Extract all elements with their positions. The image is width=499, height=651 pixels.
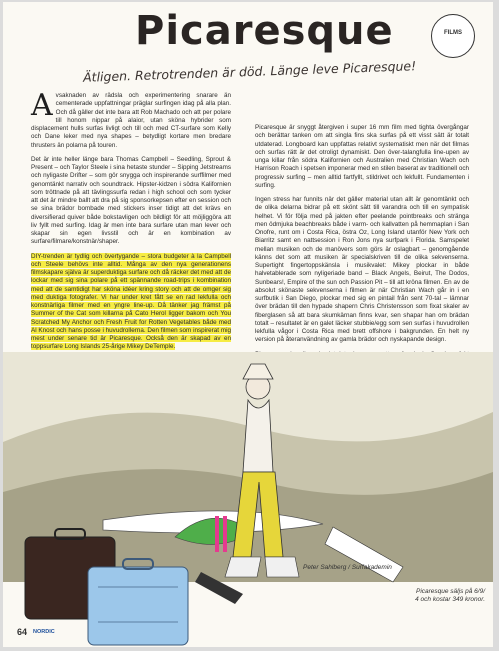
article-column-left [31,88,231,358]
page-number: 64 [17,627,28,637]
stamp-label: FILMS [444,30,462,36]
paragraph-text: Picaresque är snyggt återgiven i super 16 mm film med tighta övergångar och berättar tanken om att singla fins ska surfas på ett visst sätt är totalt utdaterad. Longboard kan uppfattas relativt systematiskt men när det filmas och surfas rätt är det otroligt dynamiskt. Den över-talangfulla line-upen av unga killar från södra Kalifornien och Australien med Christian Wach och Harrison Roach i spetsen imponerar med en stilen baserat av traditionell och progressiv surfing – men alltid fartfyllt, stildrivet och lekfullt. Fundamenten i surfing. [255,124,469,189]
magazine-logo: NORDIC [33,629,55,635]
photo-credit: Peter Sahlberg / Surfakademin [303,564,392,571]
paragraph [255,196,469,345]
paragraph-text: vsaknaden av rädsla och experimentering snarare än cementerade uppfattningar präglar surfingen idag på alla plan. Och då gäller det inte bara att Rob Machado och att per polare till honom nippar på alaior, utan sköna hybrider som displacement hulls surfas livligt och till och med CT-surfare som Kelly och Dane leker med nya shapes – betydligt kortare men bredare thrusters än polarna på touren. [31,92,231,149]
drop-cap: A [31,88,53,123]
paragraph [255,124,469,190]
image-caption: Picaresque säljs på 6/9/ 4 och kostar 349 kronor. [415,588,485,603]
article-title: Picaresque [135,8,394,54]
article-subtitle: Ätligen. Retrotrenden är död. Länge leve Picaresque! [82,58,417,85]
paragraph [31,156,231,247]
paragraph-text-highlighted: DIY-trenden är tydlig och övertygande – stora budgeter à la Campbell och Steele behövs inte alltid. Många av den nya generationens filmskapare själva är superduktiga surfare och då räcker det med att de lockar med sig sina polare på ett spännande road-trips i kombination med att de samtidigt har sköna idéer kring story och att de omger sig med duktiga fotografer. Vi har under kret fått se en rad lekfulla och konstnärliga filmer med en yngre line-up. Då tänker jag främst på Summer of the Cat som killarna på Cato Herol ligger bakom och You Scratched My Anchor och Fresh Fruit for Rotten Vegetables både med Al Knost och hans posse i huvudrollerna. Den filmen som inspirerat mig mest under senare tid är Picaresque. Också den är skapad av en toppsurfare Long Islands 25-årige Mikey DeTemple. [31,252,231,351]
paragraph-text: Ingen stress har funnits när det gäller material utan allt är genomtänkt och de olika delarna bidrar på ett skönt sätt till varandra och till en sympatisk helhet. Vi för följa med på jakten efter peelande pointbreaks och stränga men ödmjuka beachbreaks både i varm- och kallvatten på hemmaplan i San Onofre, runt om i Costa Rica, östra Oz, Long Island utanför New York och Biarritz samt en nattsession i Ron Jons nya surfpark i Florida. Samspelet mellan musiken och de manövers som görs är oslagbart – genomgående känns det som att musiken är specialskriven till de olika sekvenserna. Supertight fingertoppskänsla i musikvalet: Mikey plockar in både halvetablerade som nyligeriade band – Black Angels, Beirut, The Dodos, Sunbears!, Empire of the sun och Passion Pit – till att kröna filmen. En av de absolut skönaste sekvenserna i filmen är när Christian Wach går in i en surfbutik i San Diego, plockar med sig en pintail från sent 70-tal – lämnar över brädan till den hypade shapern Chris Christensson som fixat skaler av fiberglasen så att bara skumkärnan finns kvar, sen shapar han om brädan totalt – resultatet är en galet läcker stubbie/egg som sen surfas i huvudrollen lekfulla vågor i Costa Rica med brett offshore i bakgrunden. En helt ny version på återanvändning av gamla brädor och nyskapande design. [255,196,469,344]
paragraph-intro [31,88,231,150]
magazine-page [3,2,493,647]
paragraph-text: Det är inte heller länge bara Thomas Campbell – Seedling, Sprout & Present – och Taylor Steele i sina hetaste stunder – Sipping Jetstreams och nyligaste Drifter – som gör snygga och inspirerande surffilmer med genomtänkt narrativ och soundtrack. Hipster-kidzen i södra Kalifornien som tröttnade på att tävlingssurfa redan i high school och som tycker att det är mindre ballt att dra på sig sponsorkepsen efter en session och se sina brädor bombade med stickers inser tidigt att det krävs en diversifierad quiver både bokstavligen och bildligt för att möjliggöra att liv fyllt med surfing. Idag är men inte bara surfare utan man lever och skapar sin egen livsstil och är en kombination av surfare/filmare/konstnär/shaper. [31,155,231,246]
films-stamp-logo [431,14,475,58]
